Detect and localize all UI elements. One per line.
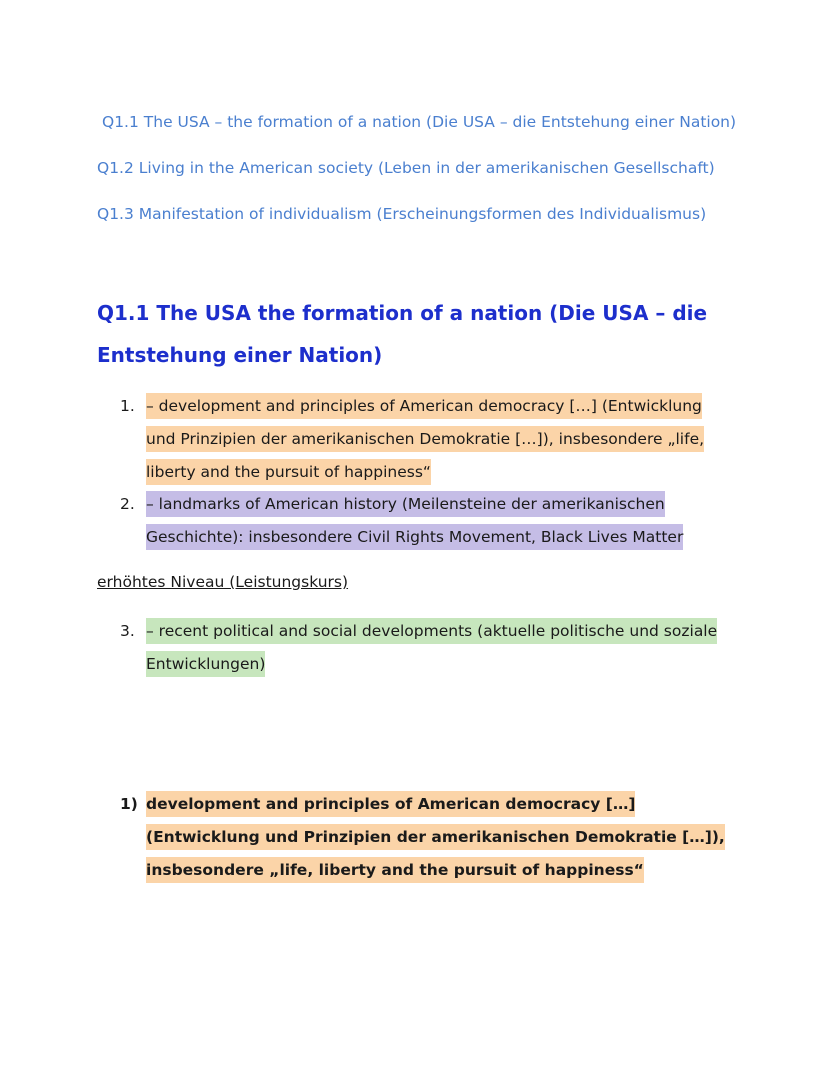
list-item-text: – landmarks of American history (Meilensteine der amerikanischen Geschichte): insbesondere Civil Rights Movement, Black Lives Matter — [146, 491, 683, 550]
list-item-text: – development and principles of American democracy […] (Entwicklung und Prinzipien der amerikanischen Demokratie […]), insbesondere „life, liberty and the pursuit of happiness“ — [146, 393, 704, 485]
section-heading: Q1.1 The USA the formation of a nation (Die USA – die Entstehung einer Nation) — [97, 301, 708, 367]
toc-link-q1-1[interactable]: Q1.1 The USA – the formation of a nation (Die USA – die Entstehung einer Nation) — [102, 113, 737, 131]
topic-text: development and principles of American democracy […] (Entwicklung und Prinzipien der amerikanischen Demokratie […]), insbesondere „life, liberty and the pursuit of happiness“ — [146, 791, 725, 883]
toc-link-q1-2[interactable]: Q1.2 Living in the American society (Leben in der amerikanischen Gesellschaft) — [97, 159, 715, 177]
topic-number: 1) — [120, 795, 138, 813]
toc-link-q1-3[interactable]: Q1.3 Manifestation of individualism (Erscheinungsformen des Individualismus) — [97, 205, 707, 223]
list-item-number: 3. — [120, 622, 135, 640]
list-item-number: 2. — [120, 495, 135, 513]
list-item-number: 1. — [120, 397, 135, 415]
list-item-text: – recent political and social developments (aktuelle politische und soziale Entwicklungen) — [146, 618, 717, 677]
level-label: erhöhtes Niveau (Leistungskurs) — [97, 573, 349, 591]
